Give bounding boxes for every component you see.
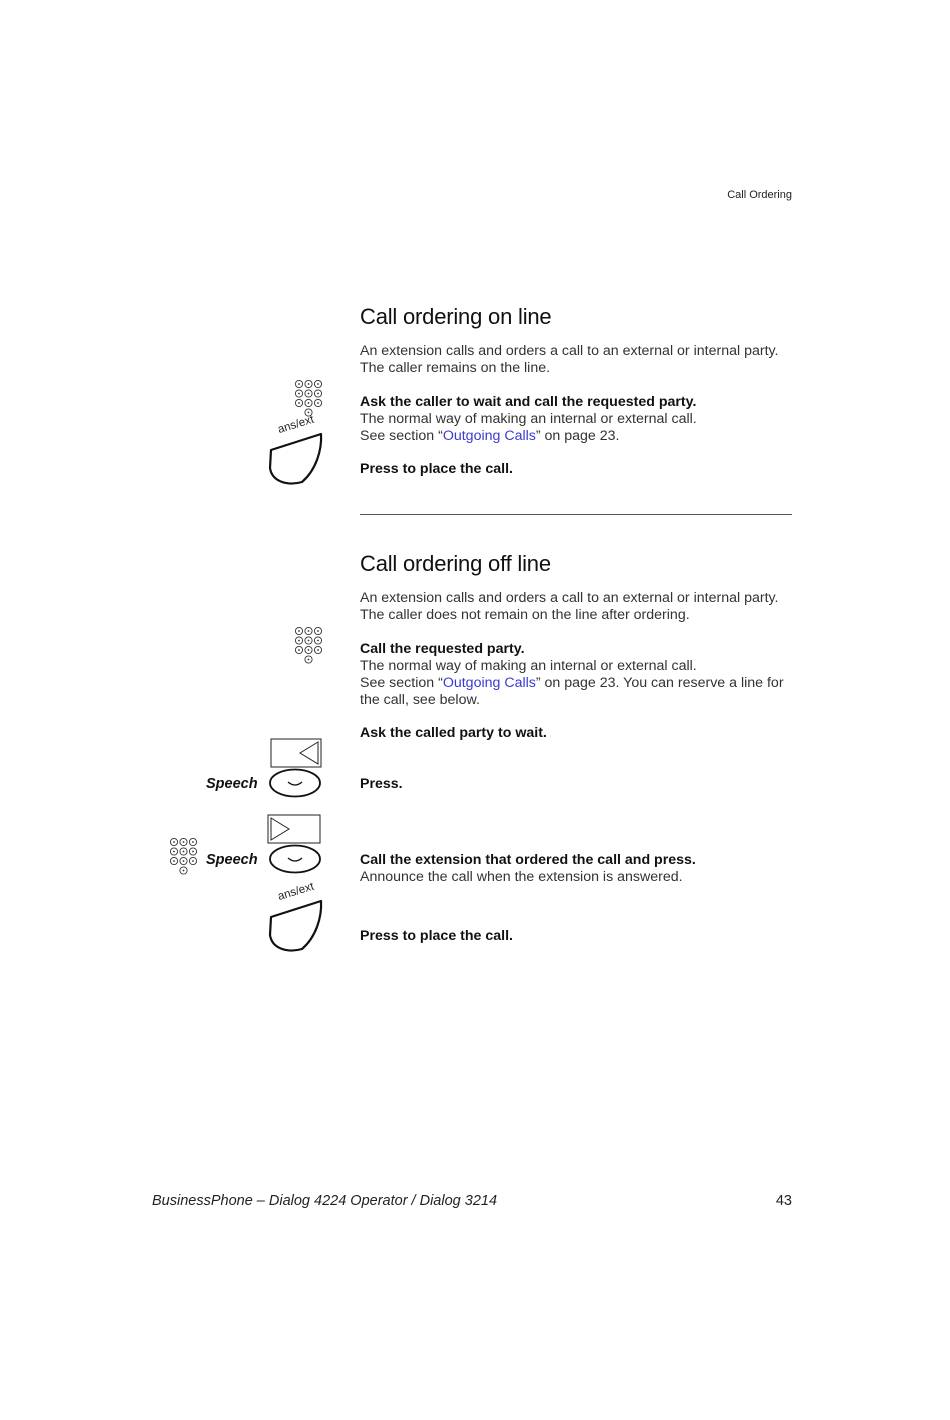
- see-prefix: See section “: [360, 428, 443, 444]
- speech-key-label: Speech: [206, 776, 258, 792]
- step-instruction: Press to place the call.: [360, 928, 513, 944]
- step-instruction: Ask the called party to wait.: [360, 725, 547, 741]
- line-left-arrow-icon: [270, 738, 324, 770]
- keypad-icon: [294, 626, 324, 668]
- intro-line: An extension calls and orders a call to an external or internal party.: [360, 343, 779, 359]
- description-line: the call, see below.: [360, 692, 480, 708]
- keypad-icon: [169, 837, 199, 879]
- ans-ext-key-icon: [266, 413, 326, 486]
- intro-line: The caller remains on the line.: [360, 360, 551, 376]
- speech-key-icon: [268, 768, 324, 800]
- outgoing-calls-link[interactable]: Outgoing Calls: [442, 428, 536, 444]
- step-description: [360, 658, 800, 709]
- intro-line: An extension calls and orders a call to an external or internal party.: [360, 590, 779, 606]
- see-prefix: See section “: [360, 675, 443, 691]
- step-instruction: Call the requested party.: [360, 641, 525, 657]
- step-instruction: Call the extension that ordered the call and press.: [360, 852, 696, 868]
- section-title-off-line: Call ordering off line: [360, 551, 551, 576]
- step-instruction: Ask the caller to wait and call the requested party.: [360, 394, 697, 410]
- speech-key-label: Speech: [206, 852, 258, 868]
- speech-key-icon: [268, 844, 324, 876]
- step-instruction: Press to place the call.: [360, 461, 513, 477]
- section2-intro: [360, 590, 800, 624]
- description-line: The normal way of making an internal or external call.: [360, 411, 697, 427]
- step-instruction: Press.: [360, 776, 403, 792]
- section-title-on-line: Call ordering on line: [360, 304, 552, 329]
- description-line: The normal way of making an internal or external call.: [360, 658, 697, 674]
- see-suffix: ” on page 23. You can reserve a line for: [535, 675, 784, 691]
- step-description: Announce the call when the extension is answered.: [360, 869, 683, 885]
- intro-line: The caller does not remain on the line after ordering.: [360, 607, 690, 623]
- see-section-line: [360, 675, 800, 692]
- ans-ext-label: ans/ext: [276, 880, 316, 903]
- section1-intro: [360, 343, 800, 377]
- running-header: Call Ordering: [727, 189, 792, 201]
- section-divider: [360, 514, 792, 515]
- ans-ext-key-icon: [266, 880, 326, 953]
- ans-ext-label: ans/ext: [276, 413, 316, 436]
- step-description: [360, 411, 800, 445]
- footer-title: BusinessPhone – Dialog 4224 Operator / Dialog 3214: [152, 1193, 498, 1209]
- see-suffix: ” on page 23.: [535, 428, 620, 444]
- page-number: 43: [775, 1193, 792, 1209]
- see-section-line: [360, 428, 800, 445]
- line-right-arrow-icon: [266, 814, 324, 846]
- outgoing-calls-link[interactable]: Outgoing Calls: [442, 675, 536, 691]
